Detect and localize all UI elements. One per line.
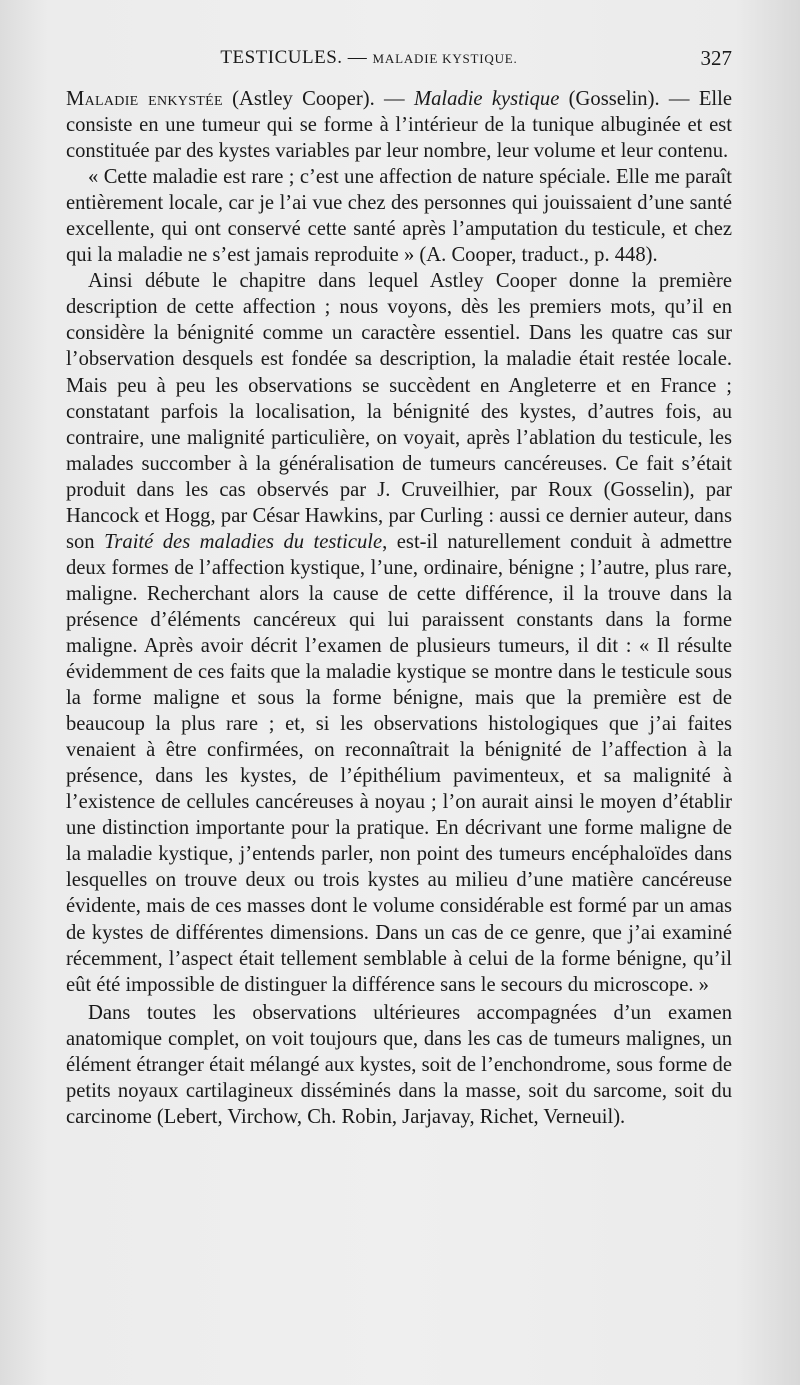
header-title-dash: — <box>342 47 373 68</box>
paragraph-3-text-b: , est-il naturellement conduit à admettre deux formes de l’affection kystique, l’une, ordinaire, bénigne ; l’autre, plus rare, maligne. Recherchant alors la cause de cette différence, il la trouve dans la présence d’éléments cancéreux qui lui paraissent constants dans la forme maligne. Après avoir décrit l’examen de plusieurs tumeurs, il dit : « Il résulte évidemment de ces faits que la maladie kystique se montre dans le testicule sous la forme maligne et sous la forme bénigne, mais que la première est de beaucoup la plus rare ; et, si les observations histologiques que j’ai faites venaient à être confirmées, on reconnaîtrait la bénignité de l’affection à la présence, dans les kystes, de l’épithélium pavimenteux, et sa malignité à l’existence de cellules cancéreuses à noyau ; l’on aurait ainsi le moyen d’établir une distinction importante pour la pratique. En décrivant une forme maligne de la maladie kystique, j’entends parler, non point des tumeurs encéphaloïdes dans lesquelles on trouve deux ou trois kystes au milieu d’une matière cancéreuse évidente, mais de ces masses dont le volume considérable est formé par un amas de kystes de différentes dimensions. Dans un cas de ce genre, que j’ai examiné récemment, l’aspect était tellement semblable à celui de la forme bénigne, qu’il eût été impossible de distinguer la différence sans le secours du microscope. » <box>66 530 732 996</box>
body-text <box>66 86 732 1130</box>
section-title: Maladie enkystée <box>66 88 223 110</box>
paragraph-3-text-a: Ainsi débute le chapitre dans lequel Astley Cooper donne la première description de cette affection ; nous voyons, dès les premiers mots, qu’il en considère la bénignité comme un caractère essentiel. Dans les quatre cas sur l’observation desquels est fondée sa description, la maladie était restée locale. Mais peu à peu les observations se succèdent en Angleterre et en France ; constatant parfois la localisation, la bénignité des kystes, d’autres fois, au contraire, une malignité particulière, on voyait, après l’ablation du testicule, les malades succomber à la généralisation de tumeurs cancéreuses. Ce fait s’était produit dans les cas observés par J. Cruveilhier, par Roux (Gosselin), par Hancock et Hogg, par César Hawkins, par Curling : aussi ce dernier auteur, dans son <box>66 270 732 553</box>
paragraph-3 <box>66 268 732 997</box>
paragraph-4: Dans toutes les observations ultérieures accompagnées d’un examen anatomique complet, on voit toujours que, dans les cas de tumeurs malignes, un élément étranger était mélangé aux kystes, soit de l’enchondrome, sous forme de petits noyaux cartilagineux disséminés dans la masse, soit du sarcome, soit du carcinome (Lebert, Virchow, Ch. Robin, Jarjavay, Richet, Verneuil). <box>66 1001 732 1128</box>
running-header <box>66 46 732 74</box>
paragraph-1-text-b: (Gosselin). — Elle consiste en une tumeur qui se forme à l’intérieur de la tunique albuginée et est constituée par des kystes variables par leur nombre, leur volume et leur contenu. <box>66 88 732 163</box>
paragraph-1-italic: Maladie kystique <box>413 88 560 110</box>
paragraph-3-italic: Traité des maladies du testicule <box>104 530 383 553</box>
paragraph-2: « Cette maladie est rare ; c’est une affection de nature spéciale. Elle me paraît entièrement locale, car je l’ai vue chez des personnes qui jouissaient d’une santé excellente, qui ont conservé cette santé après l’amputation du testicule, et chez qui la maladie ne s’est jamais reproduite » (A. Cooper, traduct., p. 448). <box>66 166 732 267</box>
page-number: 327 <box>700 46 732 70</box>
header-title-main: TESTICULES. <box>220 47 343 68</box>
running-title <box>66 47 672 69</box>
header-title-sub: MALADIE KYSTIQUE. <box>372 51 518 66</box>
paragraph-1 <box>66 86 732 164</box>
paragraph-1-text-a: (Astley Cooper). — <box>222 88 414 110</box>
